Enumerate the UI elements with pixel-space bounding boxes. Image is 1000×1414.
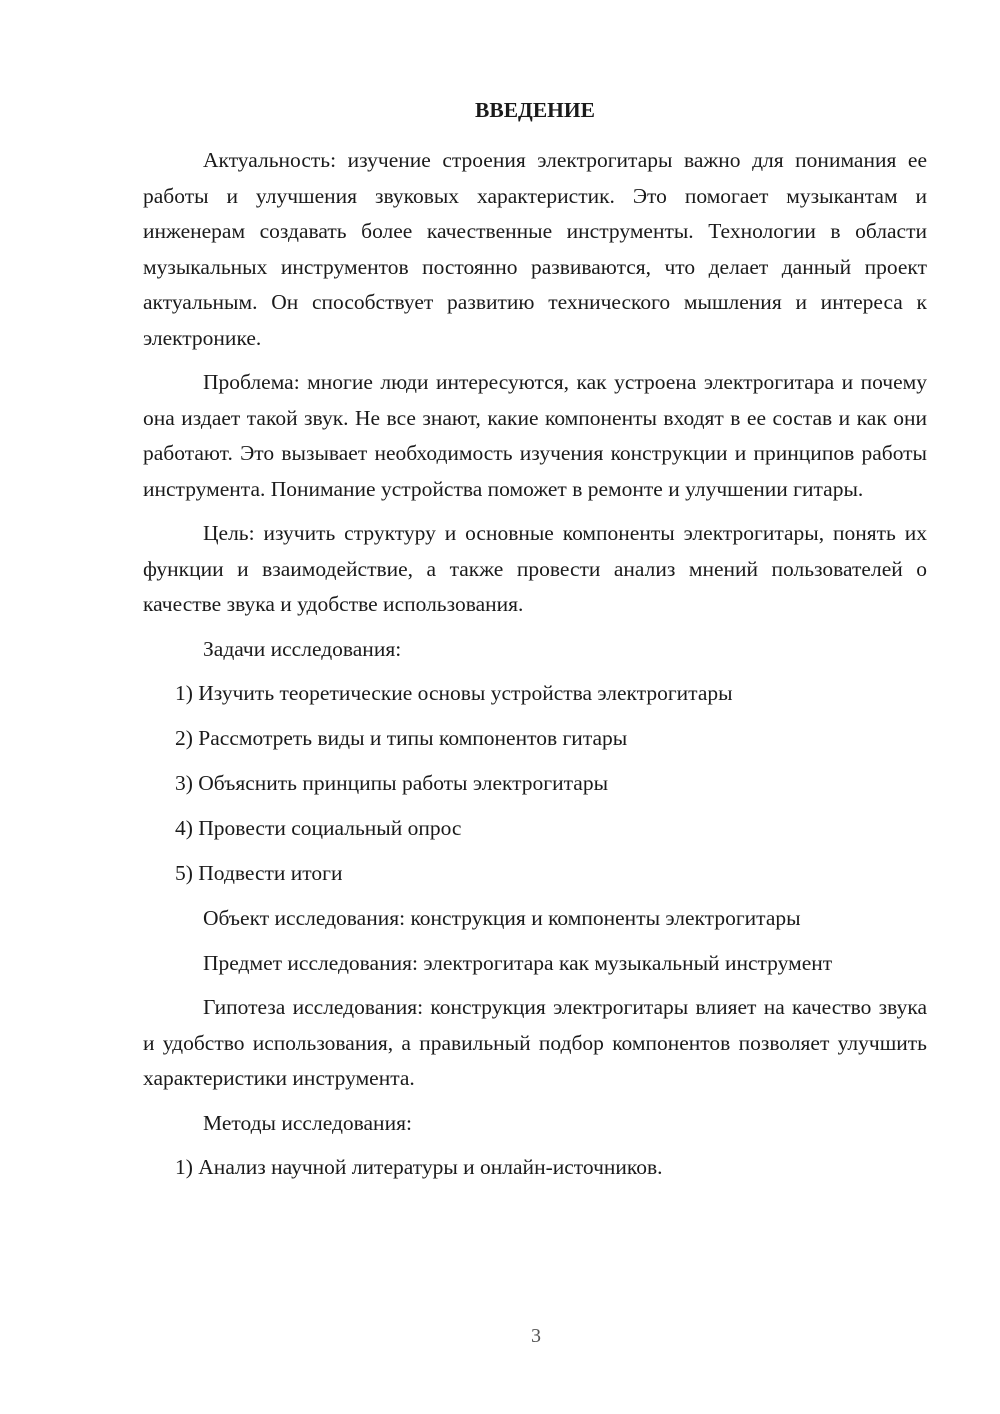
list-item: 5) Подвести итоги <box>175 861 343 885</box>
document-page <box>143 93 927 1195</box>
list-item: 4) Провести социальный опрос <box>175 816 462 840</box>
tasks-list <box>143 676 927 892</box>
paragraph-relevance: Актуальность: изучение строения электрогитары важно для понимания ее работы и улучшения звуковых характеристик. Это помогает музыкантам и инженерам создавать более качественные инструменты. Технологии в области музыкальных инструментов постоянно развиваются, что делает данный проект актуальным. Он способствует развитию технического мышления и интереса к электронике. <box>143 148 927 350</box>
list-item: 2) Рассмотреть виды и типы компонентов гитары <box>175 726 628 750</box>
page-title: ВВЕДЕНИЕ <box>475 98 595 122</box>
methods-heading: Методы исследования: <box>203 1110 412 1135</box>
paragraph-hypothesis: Гипотеза исследования: конструкция электрогитары влияет на качество звука и удобство использования, а правильный подбор компонентов позволяет улучшить характеристики инструмента. <box>143 995 927 1090</box>
tasks-heading: Задачи исследования: <box>203 636 402 661</box>
paragraph-goal: Цель: изучить структуру и основные компоненты электрогитары, понять их функции и взаимодействие, а также провести анализ мнений пользователей о качестве звука и удобстве использования. <box>143 521 927 616</box>
paragraph-subject: Предмет исследования: электрогитара как музыкальный инструмент <box>203 950 833 975</box>
list-item: 1) Анализ научной литературы и онлайн-источников. <box>175 1155 663 1179</box>
methods-list <box>143 1150 927 1186</box>
list-item: 3) Объяснить принципы работы электрогитары <box>175 771 609 795</box>
paragraph-object: Объект исследования: конструкция и компоненты электрогитары <box>203 906 801 930</box>
page-number: 3 <box>531 1325 541 1347</box>
paragraph-problem: Проблема: многие люди интересуются, как устроена электрогитара и почему она издает такой звук. Не все знают, какие компоненты входят в ее состав и как они работают. Это вызывает необходимость изучения конструкции и принципов работы инструмента. Понимание устройства поможет в ремонте и улучшении гитары. <box>143 370 927 501</box>
list-item: 1) Изучить теоретические основы устройства электрогитары <box>175 681 733 705</box>
